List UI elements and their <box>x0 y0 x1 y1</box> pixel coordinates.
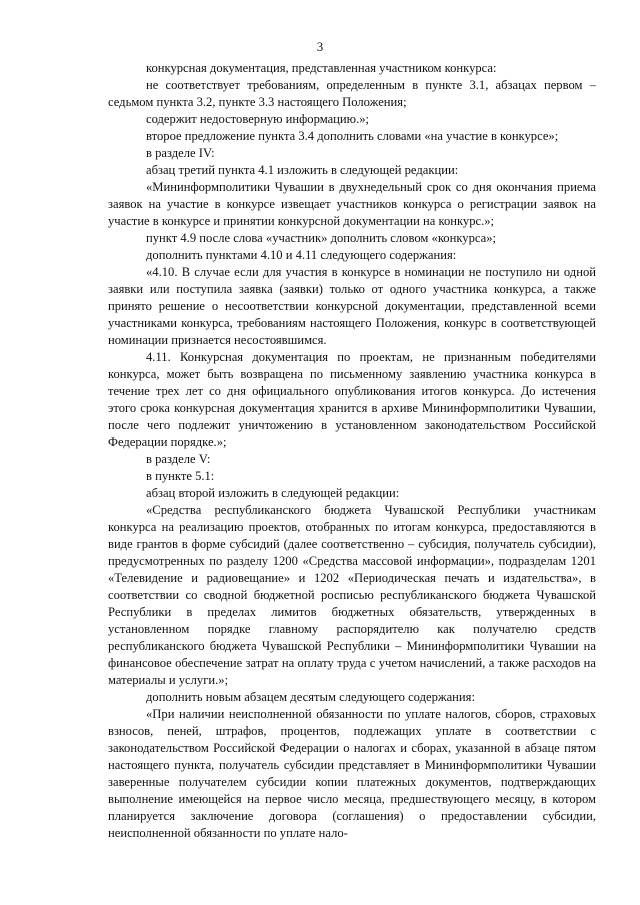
paragraph: конкурсная документация, представленная участником конкурса: <box>146 61 497 75</box>
paragraph: «Средства республиканского бюджета Чувашской Республики участникам конкурса на реализацию проектов, отобранных по итогам конкурса, предоставляются в виде грантов в форме субсидий (далее соответственно – субсидия, получатель субсидии), предусмотренных по разделу 1200 «Средства массовой информации», подразделам 1201 «Телевидение и радиовещание» и 1202 «Периодическая печать и издательства», в соответствии со сводной бюджетной росписью республиканского бюджета Чувашской Республики в пределах лимитов бюджетных обязательств, утвержденных в установленном порядке главному распорядителю как получателю средств республиканского бюджета Чувашской Республики – Мининформполитики Чувашии на финансовое обеспечение затрат на оплату труда с учетом начислений, а также расходов на материалы и услуги.»; <box>108 503 596 687</box>
paragraph: в разделе V: <box>146 452 211 466</box>
paragraph: «Мининформполитики Чувашии в двухнедельный срок со дня окончания приема заявок на участие в конкурсе извещает участников конкурса о регистрации заявок на участие в конкурсе и принятии конкурсной документации на конкурс.»; <box>108 180 596 228</box>
page-number: 3 <box>316 40 324 54</box>
paragraph: содержит недостоверную информацию.»; <box>146 112 370 126</box>
paragraph: абзац третий пункта 4.1 изложить в следующей редакции: <box>146 163 459 177</box>
paragraph: «4.10. В случае если для участия в конкурсе в номинации не поступило ни одной заявки или поступила заявка (заявки) только от одного участника конкурса, а также принято решение о несоответствии конкурсной документации, представленной всеми участниками конкурса, требованиям настоящего Положения, конкурс в соответствующей номинации признается несостоявшимся. <box>108 265 596 347</box>
paragraph: в разделе IV: <box>146 146 215 160</box>
paragraph: 4.11. Конкурсная документация по проектам, не признанным победителями конкурса, может быть возвращена по письменному заявлению участника конкурса в течение трех лет со дня официального опубликования итогов конкурса. До истечения этого срока конкурсная документация хранится в архиве Мининформполитики Чувашии, после чего подлежит уничтожению в установленном законодательством Российской Федерации порядке.»; <box>108 350 596 449</box>
paragraph: дополнить пунктами 4.10 и 4.11 следующего содержания: <box>146 248 457 262</box>
paragraph: не соответствует требованиям, определенным в пункте 3.1, абзацах первом – седьмом пункта 3.2, пункте 3.3 настоящего Положения; <box>108 78 596 109</box>
paragraph: пункт 4.9 после слова «участник» дополнить словом «конкурса»; <box>146 231 496 245</box>
paragraph: в пункте 5.1: <box>146 469 215 483</box>
paragraph: второе предложение пункта 3.4 дополнить словами «на участие в конкурсе»; <box>146 129 559 143</box>
paragraph: дополнить новым абзацем десятым следующего содержания: <box>146 690 475 704</box>
paragraph: абзац второй изложить в следующей редакции: <box>146 486 400 500</box>
paragraph: «При наличии неисполненной обязанности по уплате налогов, сборов, страховых взносов, пеней, штрафов, процентов, подлежащих уплате в соответствии с законодательством Российской Федерации о налогах и сборах, указанной в абзаце пятом настоящего пункта, получатель субсидии представляет в Мининформполитики Чувашии заверенные получателем субсидии копии платежных документов, подтверждающих выполнение имеющейся на первое число месяца, предшествующего месяцу, в котором планируется заключение договора (соглашения) о предоставлении субсидии, неисполненной обязанности по уплате нало- <box>108 707 596 840</box>
document-body <box>108 60 596 842</box>
